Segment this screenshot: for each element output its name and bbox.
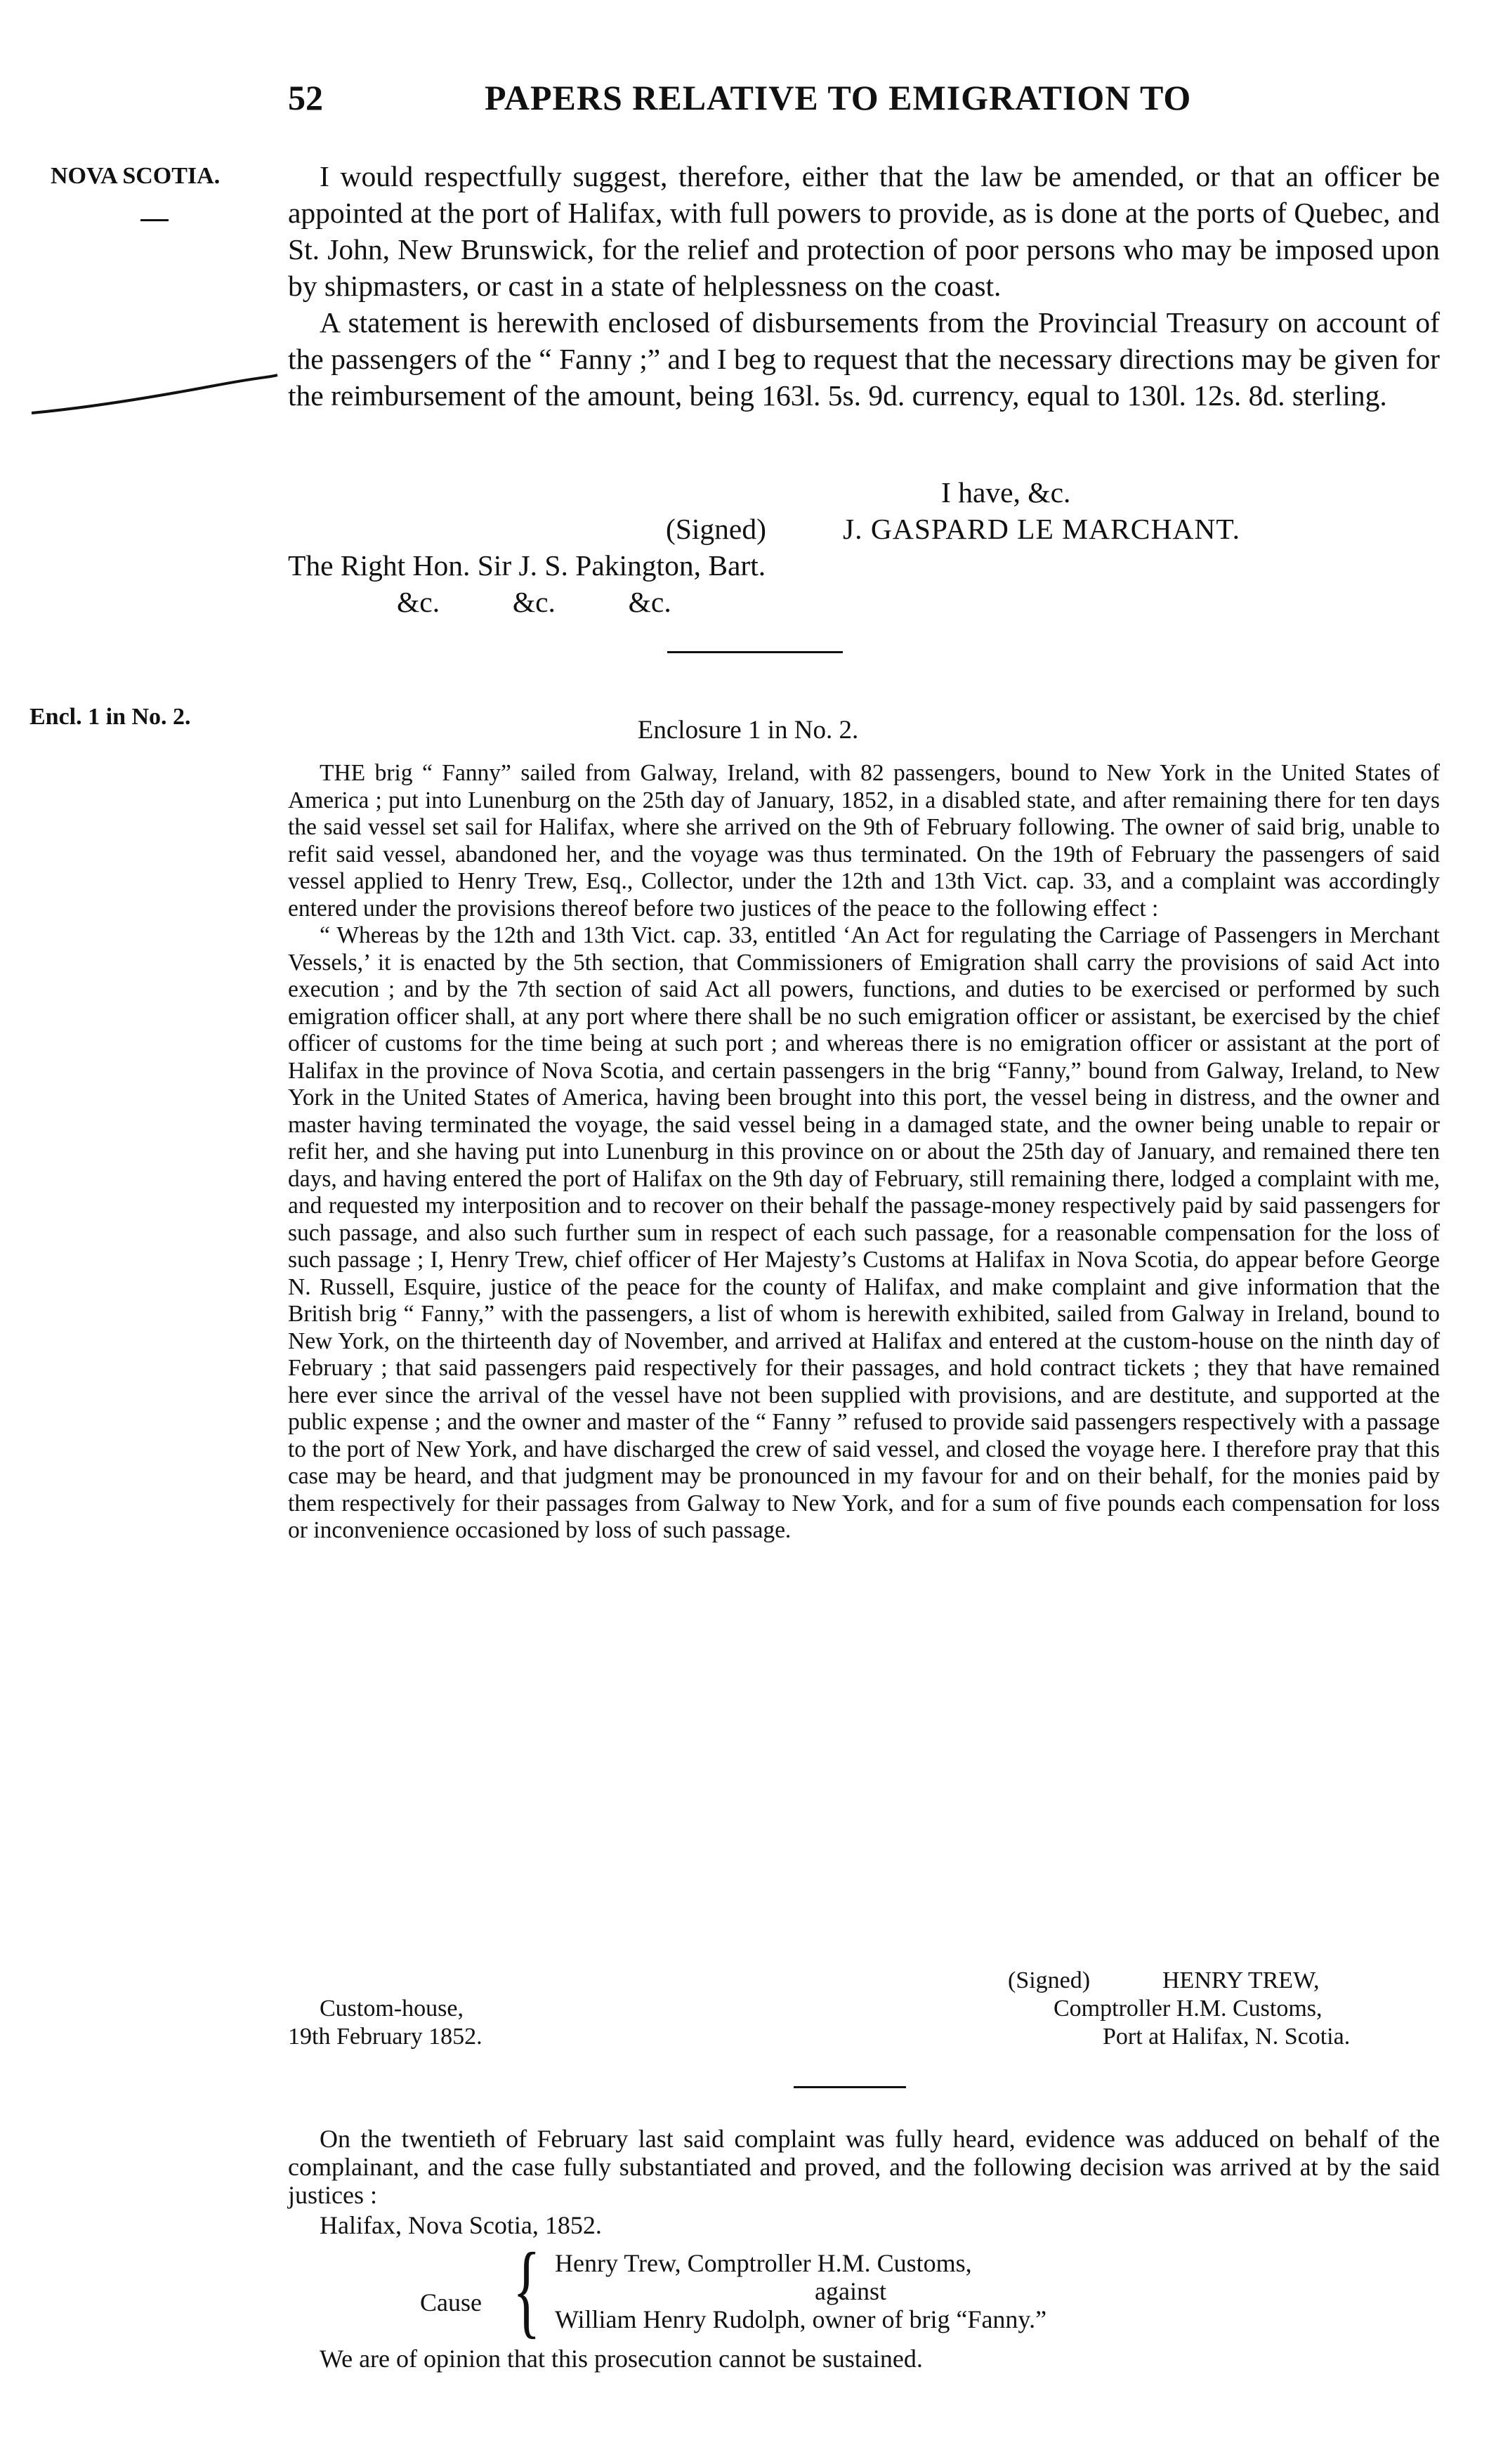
enclosure-place: Custom-house, bbox=[320, 1996, 464, 2021]
letter-signatory: J. GASPARD LE MARCHANT. bbox=[843, 513, 1241, 545]
decision-body bbox=[288, 2125, 1440, 2209]
section-rule-2 bbox=[794, 2086, 906, 2088]
letter-closing: I have, &c. bbox=[941, 476, 1071, 509]
running-title: PAPERS RELATIVE TO EMIGRATION TO bbox=[485, 78, 1192, 117]
decision-opinion: We are of opinion that this prosecution cannot be sustained. bbox=[320, 2345, 923, 2373]
enclosure-paragraph-1: THE brig “ Fanny” sailed from Galway, Ireland, with 82 passengers, bound to New York in the United States of America ; put into Lunenburg on the 25th day of January, 1852, in a disabled state, and after remaining there for ten days the said vessel set sail for Halifax, where she arrived on the 9th of February following. The owner of said brig, unable to refit said vessel, abandoned her, and the voyage was thus terminated. On the 19th of February the passengers of said vessel applied to Henry Trew, Esq., Collector, under the 12th and 13th Vict. cap. 33, and a complaint was accordingly entered under the provisions thereof before two justices of the peace to the following effect : bbox=[288, 760, 1440, 922]
enclosure-date: 19th February 1852. bbox=[288, 2024, 483, 2050]
decision-place: Halifax, Nova Scotia, 1852. bbox=[320, 2211, 602, 2239]
enclosure-signer-name: HENRY TREW, bbox=[1162, 1967, 1320, 1993]
enclosure-signer-port: Port at Halifax, N. Scotia. bbox=[1103, 2024, 1351, 2050]
enclosure-signed: (Signed) bbox=[1008, 1967, 1091, 1993]
pen-mark bbox=[28, 365, 281, 421]
decision-paragraph: On the twentieth of February last said complaint was fully heard, evidence was adduced on behalf of the complainant, and the case fully substantiated and proved, and the following decision was arrived at by the said justices : bbox=[288, 2125, 1440, 2209]
letter-paragraph-1: I would respectfully suggest, therefore, either that the law be amended, or that an officer be appointed at the port of Halifax, with full powers to provide, as is done at the ports of Quebec, and St. John, New Brunswick, for the relief and protection of poor persons who may be imposed upon by shipmasters, or cast in a state of helplessness on the coast. bbox=[288, 160, 1440, 302]
margin-dash bbox=[140, 219, 169, 221]
margin-note-nova-scotia: NOVA SCOTIA. bbox=[51, 163, 221, 189]
letter-body bbox=[288, 158, 1440, 414]
cause-party-2: William Henry Rudolph, owner of brig “Fanny.” bbox=[555, 2305, 1047, 2333]
enclosure-title: Enclosure 1 in No. 2. bbox=[637, 716, 859, 745]
page-number: 52 bbox=[288, 78, 323, 117]
enclosure-signer-title: Comptroller H.M. Customs, bbox=[1054, 1996, 1323, 2021]
cause-label: Cause bbox=[420, 2288, 482, 2316]
brace-symbol: { bbox=[513, 2232, 541, 2348]
letter-paragraph-2: A statement is herewith enclosed of disbursements from the Provincial Treasury on account of the passengers of the “ Fanny ;” and I beg to request that the necessary directions may be given for the reimbursement of the amount, being 163l. 5s. 9d. currency, equal to 130l. 12s. 8d. sterling. bbox=[288, 306, 1440, 412]
enclosure-paragraph-2: “ Whereas by the 12th and 13th Vict. cap. 33, entitled ‘An Act for regulating the Carriage of Passengers in Merchant Vessels,’ it is enacted by the 5th section, that Commissioners of Emigration shall carry the provisions of said Act into execution ; and by the 7th section of said Act all powers, functions, and duties to be exercised or performed by such emigration officer shall, at any port where there shall be no such emigration officer or assistant, be exercised by the chief officer of customs for the time being at such port ; and whereas there is no emigration officer or assistant at the port of Halifax in the province of Nova Scotia, and certain passengers in the brig “Fanny,” bound from Galway, Ireland, to New York in the United States of America, having been brought into this port, the vessel being in distress, and the owner and master having terminated the voyage, the said vessel being in a damaged state, and the owner being unable to repair or refit her, and she having put into Lunenburg in this province on or about the 25th day of January, and remained there ten days, and having entered the port of Halifax on the 9th day of February, still remaining there, lodged a complaint with me, and requested my interposition and to recover on their behalf the passage-money respectively paid by said passengers for such passage, and also such further sum in respect of each such passage, for a reasonable compensation for the loss of such passage ; I, Henry Trew, chief officer of Her Majesty’s Customs at Halifax in Nova Scotia, do appear before George N. Russell, Esquire, justice of the peace for the county of Halifax, and make complaint and give information that the British brig “ Fanny,” with the passengers, a list of whom is herewith exhibited, sailed from Galway in Ireland, bound to New York, on the thirteenth day of November, and arrived at Halifax and entered at the custom-house on the ninth day of February ; that said passengers paid respectively for their passages, and hold contract tickets ; they that have remained here ever since the arrival of the vessel have not been supplied with provisions, and are destitute, and supported at the public expense ; and the owner and master of the “ Fanny ” refused to provide said passengers respectively with a passage to the port of New York, and have discharged the crew of said vessel, and closed the voyage here. I therefore pray that this case may be heard, and that judgment may be pronounced in my favour for and on their behalf, for the monies paid by them respectively for their passages from Galway to New York, and for a sum of five pounds each compensation for loss or inconvenience occasioned by loss of such passage. bbox=[288, 922, 1440, 1543]
margin-note-encl: Encl. 1 in No. 2. bbox=[29, 704, 191, 730]
letter-etc: &c. &c. &c. bbox=[397, 586, 671, 618]
cause-against: against bbox=[815, 2277, 886, 2305]
enclosure-body bbox=[288, 760, 1440, 1545]
letter-addressee: The Right Hon. Sir J. S. Pakington, Bart. bbox=[288, 549, 766, 582]
section-rule-1 bbox=[667, 651, 843, 653]
letter-signed: (Signed) bbox=[666, 513, 766, 545]
cause-party-1: Henry Trew, Comptroller H.M. Customs, bbox=[555, 2249, 972, 2277]
